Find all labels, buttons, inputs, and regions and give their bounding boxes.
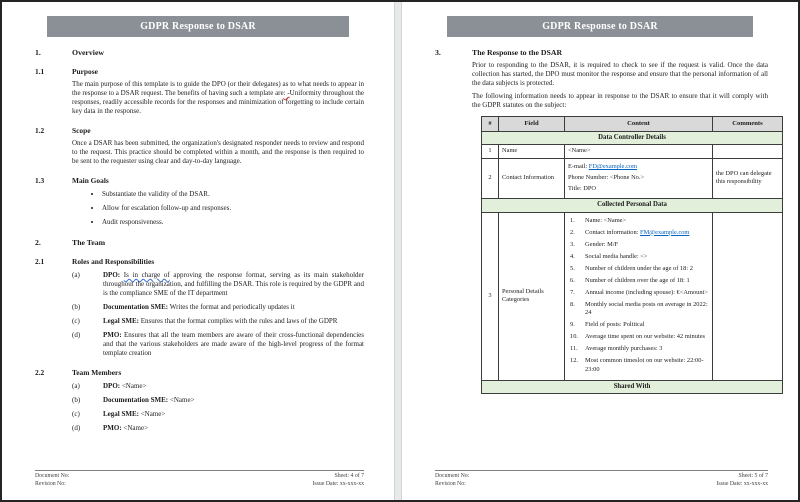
- item-text: [103, 424, 364, 433]
- issue-date: Issue Date: xx-xxx-xx: [716, 481, 768, 488]
- item-text: Average monthly purchases: 3: [585, 345, 663, 352]
- heading-text: Team Members: [72, 368, 122, 377]
- item-text: Most common timeslot on our website: 22:00-23:00: [585, 357, 704, 373]
- heading-purpose: [35, 67, 364, 76]
- section-row: [482, 199, 783, 213]
- comment-cell: the DPO can delegate this responsibility: [713, 158, 783, 199]
- item-body: Ensures that all the team members are aware of their cross-functional dependencies and that the various stakeholders are made aware of the high-level progress of the format template creation: [103, 331, 364, 357]
- document-page-4: [2, 2, 394, 500]
- document-page-5: [402, 2, 798, 500]
- list-item: [585, 333, 709, 342]
- list-item: • Allow for escalation follow-up and responses.: [102, 204, 364, 213]
- issue-date: Issue Date: xx-xxx-xx: [312, 481, 364, 488]
- table-row: [482, 145, 783, 159]
- list-item: [585, 289, 709, 298]
- purpose-paragraph: [72, 80, 364, 116]
- section-row: [482, 131, 783, 145]
- heading-the-team: [35, 238, 364, 247]
- item-text: Social media handle: <>: [585, 252, 648, 260]
- page-content: [402, 48, 798, 394]
- heading-number: 1.2: [35, 126, 45, 135]
- list-item: [585, 253, 709, 262]
- item-lead: PMO:: [103, 331, 122, 339]
- row-number: 3: [482, 212, 499, 380]
- heading-text: The Response to the DSAR: [472, 48, 563, 57]
- item-body: <Name>: [138, 410, 166, 418]
- row-number: 2: [482, 158, 499, 199]
- item-body: Writes the format and periodically updates it: [168, 303, 295, 311]
- email-line: [568, 163, 709, 172]
- list-item: • Audit responsiveness.: [102, 218, 364, 227]
- response-paragraph-2: The following information needs to appear in response to the DSAR to ensure that it will comply with the GDPR statutes on the subject:: [472, 92, 768, 109]
- footer-right: [716, 473, 768, 489]
- list-item: • Substantiate the validity of the DSAR.: [102, 190, 364, 199]
- scope-paragraph: Once a DSAR has been submitted, the organization's designated responder needs to review and respond to the request. This practice should be completed within a month, and the response is then required to be sent to the requester using clear and day-to-day language.: [72, 139, 364, 165]
- heading-number: 1.: [35, 48, 41, 57]
- item-text: Contact information:: [585, 228, 641, 236]
- heading-number: 2.1: [35, 257, 45, 266]
- item-label: (d): [72, 424, 81, 432]
- spellcheck-marked-text: : -: [283, 89, 290, 97]
- member-item: [72, 396, 364, 405]
- role-item: [72, 303, 364, 312]
- item-label: (d): [72, 331, 81, 339]
- item-label: (b): [72, 396, 81, 404]
- list-item: [585, 301, 709, 318]
- page-footer: [35, 470, 364, 489]
- item-body: Ensures that the format complies with the rules and laws of the GDPR: [138, 317, 338, 325]
- item-text: Number of children under the age of 18: 2: [585, 264, 693, 272]
- item-text: Average time spent on our website: 42 minutes: [585, 333, 706, 340]
- paragraph-text: The main purpose of this template is to guide the DPO (or their delegates) as to what needs to appear in the response to a DSAR request. The benefits of having such a template are: [72, 80, 364, 97]
- item-label: (c): [72, 410, 80, 418]
- item-body: <Name>: [168, 396, 195, 404]
- item-text: [103, 303, 364, 312]
- heading-text: Purpose: [72, 67, 98, 76]
- page-title-banner: GDPR Response to DSAR: [47, 16, 349, 37]
- heading-text: Main Goals: [72, 176, 109, 185]
- column-header-comments: Comments: [713, 117, 783, 132]
- document-no-label: Document No:: [35, 473, 70, 480]
- footer-right: [312, 473, 364, 489]
- member-item: [72, 424, 364, 433]
- list-item: [585, 357, 709, 374]
- item-lead: Legal SME:: [103, 317, 139, 325]
- member-item: [72, 410, 364, 419]
- response-paragraph-1: Prior to responding to the DSAR, it is required to check to see if the request is valid. Once the data collection has started, the DPO must monitor the response and ensure that the personal information of all the data subjects is protected.: [472, 61, 768, 87]
- heading-scope: [35, 126, 364, 135]
- item-label: (c): [72, 317, 80, 325]
- document-no-label: Document No:: [435, 473, 470, 480]
- item-lead: PMO:: [103, 424, 122, 432]
- heading-number: 3.: [435, 48, 441, 57]
- member-item: [72, 382, 364, 391]
- email-link[interactable]: FD@example.com: [588, 163, 638, 170]
- content-cell: [565, 158, 713, 199]
- heading-text: Scope: [72, 126, 91, 135]
- dsar-response-table: [481, 116, 783, 394]
- paragraph-text: Uniformity throughout the responses, readily accessible records for the responses and minimization of forgetting to include certain key data in the response.: [72, 89, 364, 115]
- footer-left: [35, 473, 69, 489]
- item-text: Name: <Name>: [585, 216, 627, 224]
- revision-no-label: Revision No:: [35, 481, 66, 488]
- page-divider: [394, 2, 402, 500]
- item-text: Annual income (including spouse): €<Amount>: [585, 288, 708, 296]
- section-title: Data Controller Details: [482, 131, 783, 145]
- item-lead: Documentation SME:: [103, 303, 169, 311]
- heading-number: 2.: [35, 238, 41, 247]
- grammar-marked-text: Is in charge of: [123, 271, 170, 279]
- item-body: <Name>: [121, 424, 149, 432]
- list-item: [585, 277, 709, 286]
- section-title: Shared With: [482, 380, 783, 394]
- comment-cell: [713, 212, 783, 380]
- list-item: [585, 321, 709, 330]
- sheet-number: Sheet: 4 of 7: [334, 473, 364, 480]
- heading-number: 1.1: [35, 67, 45, 76]
- content-cell: [565, 212, 713, 380]
- item-lead: Documentation SME:: [103, 396, 169, 404]
- role-item: [72, 331, 364, 358]
- footer-left: [435, 473, 469, 489]
- field-cell: Personal Details Categories: [499, 212, 565, 380]
- item-text: Field of posts: Political: [585, 321, 645, 328]
- item-text: Monthly social media posts on average in 2022: 24: [585, 300, 708, 316]
- role-item: [72, 271, 364, 298]
- item-lead: Legal SME:: [103, 410, 139, 418]
- email-link[interactable]: FM@example.com: [640, 228, 690, 236]
- heading-response-to-dsar: [435, 48, 768, 57]
- table-row: [482, 158, 783, 199]
- item-text: [103, 271, 364, 298]
- heading-text: Roles and Responsibilities: [72, 257, 155, 266]
- column-header-field: Field: [499, 117, 565, 132]
- item-label: (a): [72, 271, 80, 279]
- heading-text: The Team: [72, 238, 106, 247]
- column-header-content: Content: [565, 117, 713, 132]
- field-cell: Name: [499, 145, 565, 159]
- heading-team-members: [35, 368, 364, 377]
- item-text: [103, 396, 364, 405]
- heading-roles-responsibilities: [35, 257, 364, 266]
- page-content: [2, 48, 394, 433]
- item-body: approving the response format, serving as its main stakeholder throughout the organization, and fulfilling the DSAR. This role is required by the GDPR and is the compliance SME of the IT department: [103, 271, 364, 297]
- section-row: [482, 380, 783, 394]
- item-text: [103, 410, 364, 419]
- list-item: [585, 241, 709, 250]
- item-text: Gender: M/F: [585, 240, 619, 248]
- field-cell: Contact Information: [499, 158, 565, 199]
- column-header-number: #: [482, 117, 499, 132]
- phone-line: Phone Number: <Phone No.>: [568, 174, 645, 181]
- page-title-banner: GDPR Response to DSAR: [447, 16, 753, 37]
- item-label: (a): [72, 382, 80, 390]
- item-text: [103, 382, 364, 391]
- row-number: 1: [482, 145, 499, 159]
- item-text: [103, 317, 364, 326]
- table-header-row: [482, 117, 783, 132]
- item-text: Number of children over the age of 18: 1: [585, 276, 690, 284]
- item-lead: DPO:: [103, 271, 121, 279]
- main-goals-list: [92, 190, 364, 227]
- heading-number: 2.2: [35, 368, 45, 377]
- content-cell: <Name>: [565, 145, 713, 159]
- item-label: (b): [72, 303, 81, 311]
- item-text: [103, 331, 364, 358]
- item-body: <Name>: [120, 382, 147, 390]
- comment-cell: [713, 145, 783, 159]
- item-lead: DPO:: [103, 382, 121, 390]
- list-item: [585, 265, 709, 274]
- list-item: [585, 229, 709, 238]
- page-footer: [435, 470, 768, 489]
- title-line: Title: DPO: [568, 185, 596, 192]
- revision-no-label: Revision No:: [435, 481, 466, 488]
- personal-data-list: [568, 217, 709, 375]
- list-item: [585, 217, 709, 226]
- email-label: E-mail:: [568, 163, 589, 170]
- heading-text: Overview: [72, 48, 105, 57]
- heading-main-goals: [35, 176, 364, 185]
- table-row: [482, 212, 783, 380]
- role-item: [72, 317, 364, 326]
- list-item: [585, 345, 709, 354]
- heading-overview: [35, 48, 364, 57]
- sheet-number: Sheet: 5 of 7: [738, 473, 768, 480]
- section-title: Collected Personal Data: [482, 199, 783, 213]
- heading-number: 1.3: [35, 176, 45, 185]
